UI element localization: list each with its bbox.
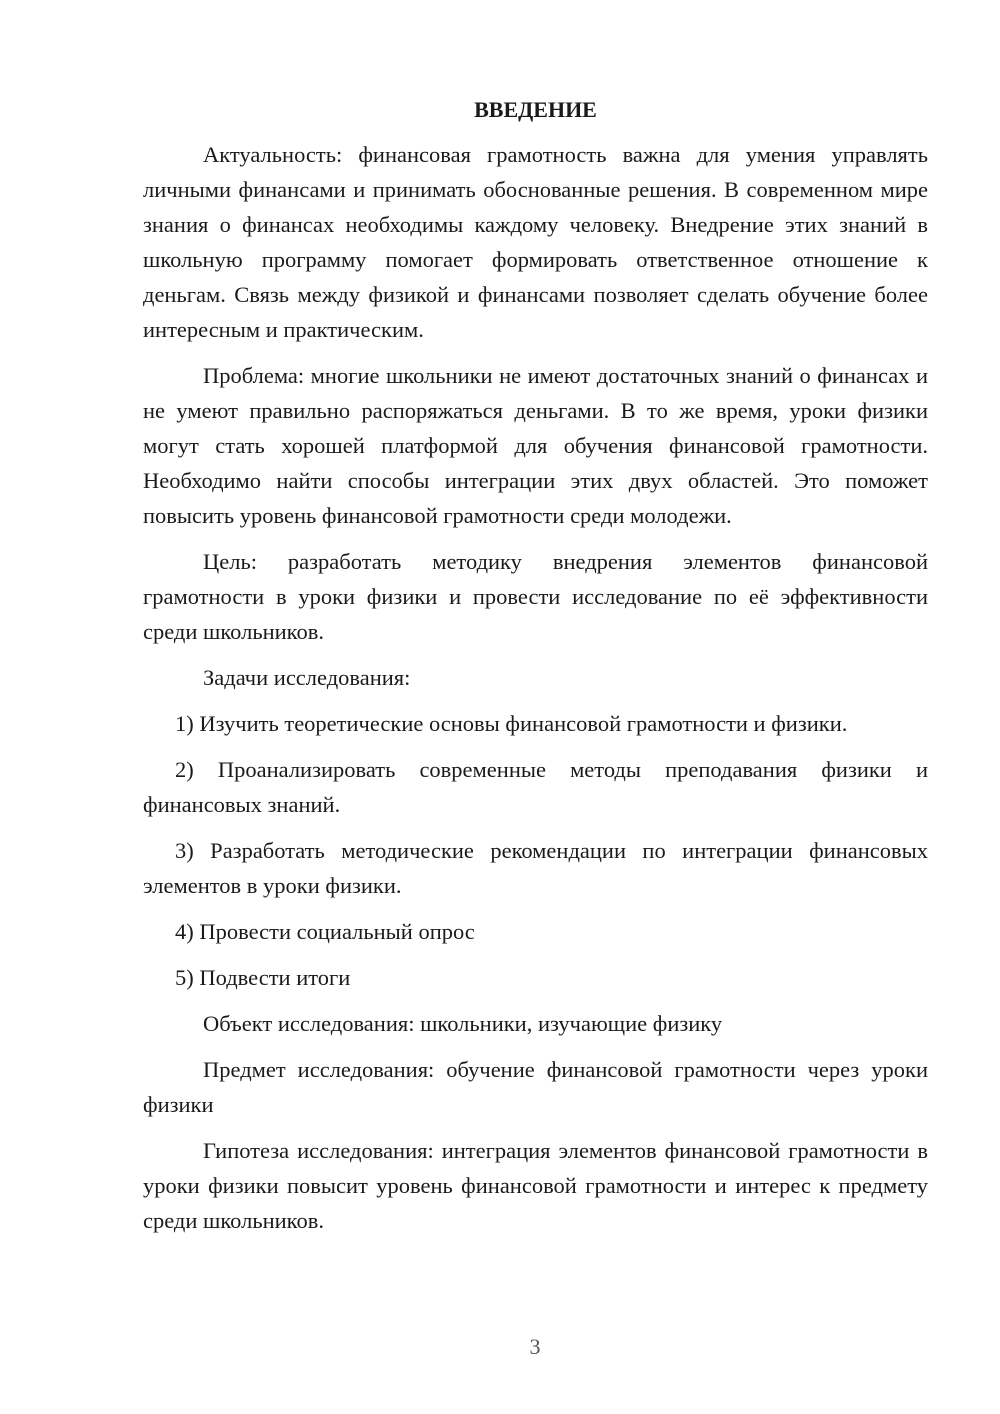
page-number: 3 [529,1334,541,1359]
problem-paragraph: Проблема: многие школьники не имеют достаточных знаний о финансах и не умеют правильно распоряжаться деньгами. В то же время, уроки физики могут стать хорошей платформой для обучения финансовой грамотности. Необходимо найти способы интеграции этих двух областей. Это поможет повысить уровень финансовой грамотности среди молодежи. [143,363,928,528]
task-item-5: 5) Подвести итоги [175,965,351,990]
tasks-heading: Задачи исследования: [203,665,411,690]
document-page [143,95,928,1249]
subject-paragraph: Предмет исследования: обучение финансовой грамотности через уроки физики [143,1057,928,1117]
section-title: ВВЕДЕНИЕ [474,97,597,122]
task-item-4: 4) Провести социальный опрос [175,919,475,944]
task-item-1: 1) Изучить теоретические основы финансовой грамотности и физики. [175,711,848,736]
goal-paragraph: Цель: разработать методику внедрения элементов финансовой грамотности в уроки физики и провести исследование по её эффективности среди школьников. [143,549,928,644]
hypothesis-paragraph: Гипотеза исследования: интеграция элементов финансовой грамотности в уроки физики повысит уровень финансовой грамотности и интерес к предмету среди школьников. [143,1138,928,1233]
task-item-3: 3) Разработать методические рекомендации по интеграции финансовых элементов в уроки физики. [143,838,928,898]
relevance-paragraph: Актуальность: финансовая грамотность важна для умения управлять личными финансами и принимать обоснованные решения. В современном мире знания о финансах необходимы каждому человеку. Внедрение этих знаний в школьную программу помогает формировать ответственное отношение к деньгам. Связь между физикой и финансами позволяет сделать обучение более интересным и практическим. [143,142,928,342]
object-paragraph: Объект исследования: школьники, изучающие физику [203,1011,723,1036]
task-item-2: 2) Проанализировать современные методы преподавания физики и финансовых знаний. [143,757,928,817]
